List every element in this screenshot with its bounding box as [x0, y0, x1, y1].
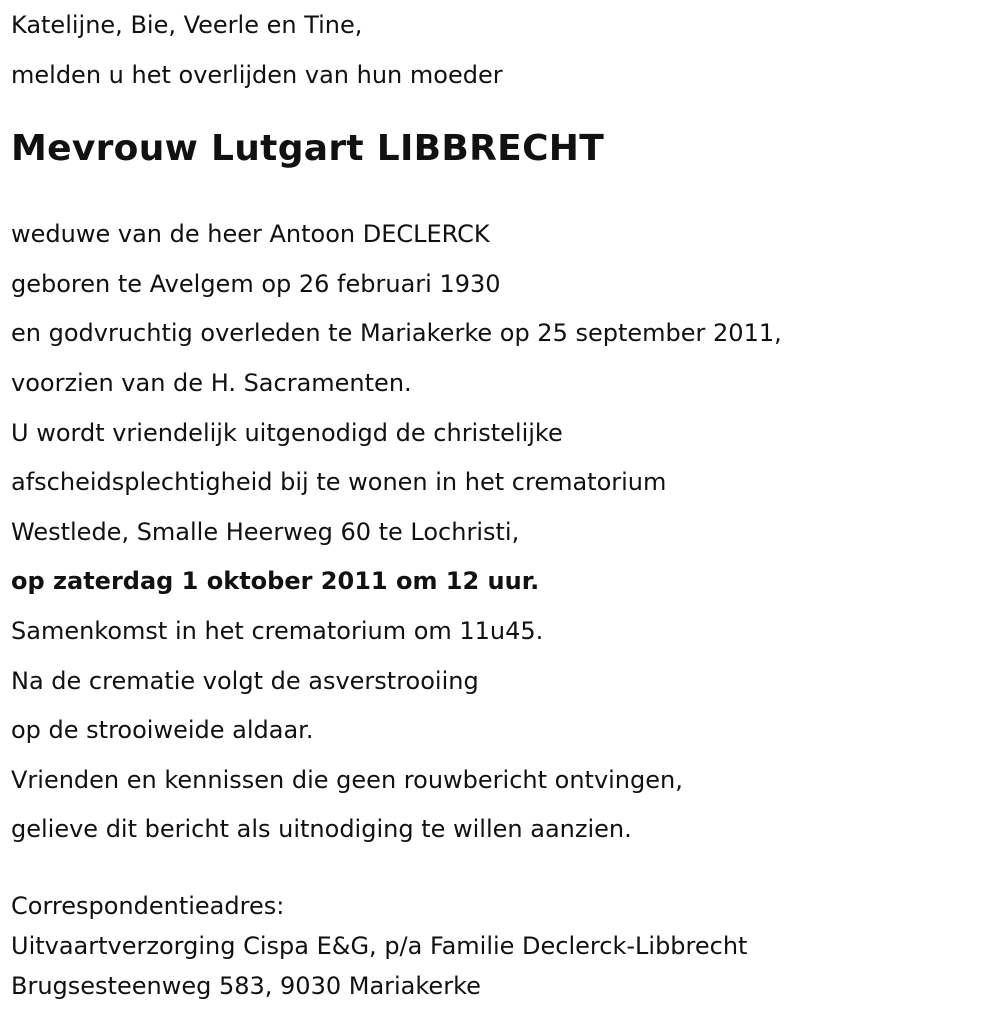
ash-scattering-line: Na de crematie volgt de asverstrooiing — [11, 666, 479, 695]
birth-line: geboren te Avelgem op 26 februari 1930 — [11, 269, 501, 298]
correspondence-address: Brugsesteenweg 583, 9030 Mariakerke — [11, 971, 481, 1000]
correspondence-label: Correspondentieadres: — [11, 891, 285, 920]
scattering-place-line: op de strooiweide aldaar. — [11, 716, 314, 745]
correspondence-section — [11, 886, 991, 1006]
intro-section — [11, 1, 991, 100]
correspondence-name: Uitvaartverzorging Cispa E&G, p/a Familie Declerck-Libbrecht — [11, 931, 748, 960]
sacraments-line: voorzien van de H. Sacramenten. — [11, 368, 412, 397]
notice-body — [11, 210, 991, 855]
consider-invitation-line: gelieve dit bericht als uitnodiging te willen aanzien. — [11, 815, 632, 844]
obituary-notice — [11, 0, 991, 1006]
ceremony-line: afscheidsplechtigheid bij te wonen in het crematorium — [11, 468, 667, 497]
location-line: Westlede, Smalle Heerweg 60 te Lochristi, — [11, 517, 520, 546]
friends-line: Vrienden en kennissen die geen rouwbericht ontvingen, — [11, 765, 683, 794]
ceremony-date: op zaterdag 1 oktober 2011 om 12 uur. — [11, 567, 540, 596]
death-line: en godvruchtig overleden te Mariakerke op 25 september 2011, — [11, 319, 782, 348]
family-names: Katelijne, Bie, Veerle en Tine, — [11, 11, 363, 39]
gathering-time: Samenkomst in het crematorium om 11u45. — [11, 616, 544, 645]
widow-of-line: weduwe van de heer Antoon DECLERCK — [11, 220, 490, 249]
deceased-name: Mevrouw Lutgart LIBBRECHT — [11, 128, 605, 170]
announcement-line: melden u het overlijden van hun moeder — [11, 60, 503, 89]
invitation-line: U wordt vriendelijk uitgenodigd de christelijke — [11, 418, 563, 447]
